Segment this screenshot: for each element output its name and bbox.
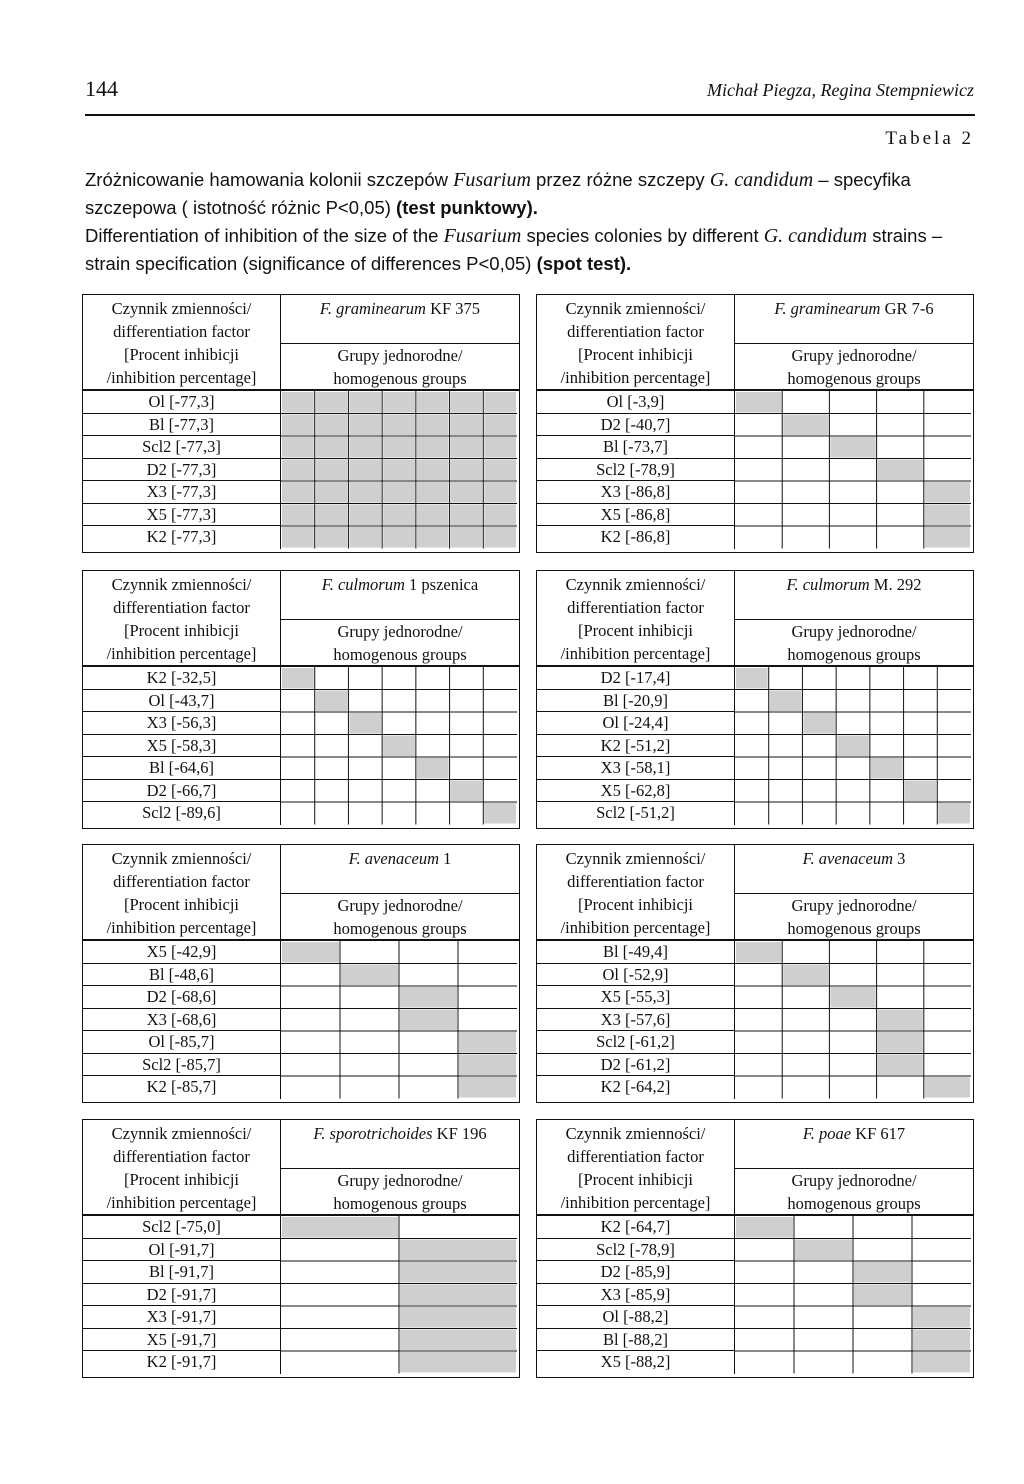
group-cell-shaded — [451, 482, 483, 503]
group-cell-shaded — [783, 415, 828, 436]
group-cell-shaded — [400, 1285, 516, 1306]
group-cell-shaded — [830, 437, 875, 458]
strain-label: KF 617 — [855, 1124, 906, 1143]
groups-label-line: homogenous groups — [333, 919, 467, 938]
factor-header — [83, 295, 281, 391]
factor-row-label: Ol [-85,7] — [83, 1031, 281, 1054]
groups-label-line: homogenous groups — [787, 1194, 921, 1213]
species-label: F. avenaceum — [348, 849, 440, 868]
factor-row-label: Bl [-64,6] — [83, 757, 281, 780]
group-cell-shaded — [316, 527, 348, 548]
factor-header-line: differentiation factor — [567, 322, 704, 341]
panel-sporotrichoides-kf196 — [82, 1119, 520, 1378]
factor-row-label: Bl [-48,6] — [83, 964, 281, 987]
panel-culmorum-1 — [82, 570, 520, 829]
factor-row-label: Scl2 [-78,9] — [537, 459, 735, 482]
groups-grid-svg — [735, 941, 971, 1099]
group-cell-shaded — [459, 1055, 516, 1076]
group-cell-shaded — [451, 415, 483, 436]
group-cell-shaded — [484, 482, 516, 503]
group-cell-shaded — [282, 527, 314, 548]
group-cell-shaded — [316, 415, 348, 436]
factor-row-label: Ol [-3,9] — [537, 391, 735, 414]
factor-header — [537, 845, 735, 941]
header-rule — [85, 114, 975, 116]
group-cell-shaded — [349, 713, 381, 734]
strain-label: M. 292 — [873, 575, 922, 594]
factor-header-line: differentiation factor — [567, 872, 704, 891]
factor-rows — [83, 667, 281, 825]
factor-row-label: Ol [-24,4] — [537, 712, 735, 735]
caption-english: Differentiation of inhibition of the size of the Fusarium species colonies by different G. candidum strains – strain specification (significance of differences P<0,05) (spot test). — [85, 225, 943, 274]
factor-header-line: [Procent inhibicji — [123, 895, 240, 914]
factor-rows — [537, 1216, 735, 1374]
group-cell-shaded — [400, 1262, 516, 1283]
species-label: F. graminearum — [319, 299, 426, 318]
group-cell-shaded — [484, 527, 516, 548]
factor-row-label: Scl2 [-85,7] — [83, 1054, 281, 1077]
factor-row-label: D2 [-17,4] — [537, 667, 735, 690]
factor-row-label: D2 [-68,6] — [83, 986, 281, 1009]
group-cell-shaded — [484, 505, 516, 526]
factor-header-line: /inhibition percentage] — [560, 918, 711, 937]
groups-grid-svg — [281, 667, 517, 825]
factor-header-line: Czynnik zmienności/ — [111, 299, 252, 318]
groups-header — [735, 1120, 973, 1216]
factor-header-line: [Procent inhibicji — [123, 621, 240, 640]
factor-header-line: /inhibition percentage] — [106, 1193, 257, 1212]
factor-header-line: /inhibition percentage] — [106, 368, 257, 387]
factor-header — [537, 1120, 735, 1216]
groups-grid-svg — [281, 391, 517, 549]
groups-label — [735, 620, 973, 666]
groups-grid — [281, 391, 519, 552]
group-cell-shaded — [417, 392, 449, 413]
group-cell-shaded — [417, 505, 449, 526]
group-cell-shaded — [736, 668, 768, 689]
page-number: 144 — [85, 76, 118, 101]
factor-row-label: X3 [-56,3] — [83, 712, 281, 735]
groups-grid-svg — [735, 1216, 971, 1374]
group-cell-shaded — [484, 392, 516, 413]
group-cell-shaded — [282, 668, 314, 689]
group-cell-shaded — [316, 392, 348, 413]
groups-header — [735, 571, 973, 667]
factor-row-label: Ol [-52,9] — [537, 964, 735, 987]
factor-row-label: K2 [-64,7] — [537, 1216, 735, 1239]
factor-header-line: [Procent inhibicji — [577, 895, 694, 914]
factor-header-line: [Procent inhibicji — [577, 345, 694, 364]
group-cell-shaded — [925, 1077, 970, 1098]
strain-label: KF 375 — [430, 299, 481, 318]
group-cell-shaded — [837, 736, 869, 757]
factor-rows — [537, 941, 735, 1099]
group-cell-shaded — [484, 460, 516, 481]
factor-header-line: Czynnik zmienności/ — [565, 575, 706, 594]
group-cell-shaded — [905, 781, 937, 802]
factor-rows — [83, 941, 281, 1099]
groups-label-line: Grupy jednorodne/ — [337, 346, 463, 365]
group-cell-shaded — [383, 527, 415, 548]
groups-label — [281, 1169, 519, 1215]
group-cell-shaded — [417, 482, 449, 503]
groups-header — [735, 845, 973, 941]
factor-header-line: differentiation factor — [113, 598, 250, 617]
group-cell-shaded — [484, 803, 516, 824]
factor-row-label: X5 [-58,3] — [83, 735, 281, 758]
groups-label-line: homogenous groups — [787, 645, 921, 664]
groups-header — [281, 845, 519, 941]
group-cell-shaded — [316, 460, 348, 481]
factor-header-line: /inhibition percentage] — [560, 644, 711, 663]
running-authors: Michał Piegza, Regina Stempniewicz — [707, 80, 974, 100]
strain-label: 1 — [443, 849, 452, 868]
strain-label: KF 196 — [436, 1124, 487, 1143]
group-cell-shaded — [316, 437, 348, 458]
groups-grid-svg — [735, 667, 971, 825]
groups-label — [735, 344, 973, 390]
group-cell-shaded — [484, 415, 516, 436]
factor-row-label: X5 [-91,7] — [83, 1329, 281, 1352]
strain-label: GR 7-6 — [884, 299, 934, 318]
groups-label-line: homogenous groups — [787, 369, 921, 388]
group-cell-shaded — [282, 460, 314, 481]
group-cell-shaded — [854, 1285, 911, 1306]
factor-row-label: D2 [-61,2] — [537, 1054, 735, 1077]
factor-header — [83, 845, 281, 941]
factor-row-label: Scl2 [-89,6] — [83, 802, 281, 825]
factor-row-label: X5 [-88,2] — [537, 1351, 735, 1374]
factor-row-label: K2 [-86,8] — [537, 526, 735, 549]
factor-header-line: /inhibition percentage] — [560, 1193, 711, 1212]
factor-header — [83, 1120, 281, 1216]
group-cell-shaded — [417, 437, 449, 458]
group-cell-shaded — [349, 482, 381, 503]
factor-header-line: /inhibition percentage] — [106, 918, 257, 937]
group-cell-shaded — [451, 781, 483, 802]
group-cell-shaded — [878, 1055, 923, 1076]
groups-grid — [735, 667, 973, 828]
species-label: F. avenaceum — [802, 849, 894, 868]
group-cell-shaded — [349, 415, 381, 436]
groups-grid-svg — [735, 391, 971, 549]
group-cell-shaded — [383, 437, 415, 458]
factor-row-label: D2 [-91,7] — [83, 1284, 281, 1307]
species-label: F. culmorum — [786, 575, 870, 594]
factor-row-label: X3 [-77,3] — [83, 481, 281, 504]
factor-row-label: Bl [-49,4] — [537, 941, 735, 964]
groups-label-line: homogenous groups — [333, 369, 467, 388]
panel-avenaceum-1 — [82, 844, 520, 1103]
species-label: F. graminearum — [774, 299, 881, 318]
groups-header — [281, 571, 519, 667]
group-cell-shaded — [417, 527, 449, 548]
group-cell-shaded — [383, 460, 415, 481]
groups-label — [281, 894, 519, 940]
panel-avenaceum-3 — [536, 844, 974, 1103]
factor-row-label: X5 [-77,3] — [83, 504, 281, 527]
groups-label — [735, 894, 973, 940]
group-cell-shaded — [451, 437, 483, 458]
factor-header-line: /inhibition percentage] — [106, 644, 257, 663]
factor-row-label: X3 [-91,7] — [83, 1306, 281, 1329]
group-cell-shaded — [830, 987, 875, 1008]
species-name — [735, 297, 973, 320]
factor-row-label: Bl [-73,7] — [537, 436, 735, 459]
group-cell-shaded — [349, 460, 381, 481]
factor-row-label: D2 [-40,7] — [537, 414, 735, 437]
groups-label-line: homogenous groups — [333, 645, 467, 664]
caption-polish: Zróżnicowanie hamowania kolonii szczepów Fusarium przez różne szczepy G. candidum – specyfika szczepowa ( istotność różnic P<0,05) (test punktowy). — [85, 169, 911, 218]
factor-row-label: Ol [-43,7] — [83, 690, 281, 713]
group-cell-shaded — [349, 392, 381, 413]
factor-header-line: Czynnik zmienności/ — [111, 849, 252, 868]
species-label: F. culmorum — [321, 575, 405, 594]
factor-header-line: Czynnik zmienności/ — [565, 1124, 706, 1143]
factor-row-label: Scl2 [-75,0] — [83, 1216, 281, 1239]
group-cell-shaded — [451, 505, 483, 526]
groups-grid — [735, 1216, 973, 1377]
groups-label-line: Grupy jednorodne/ — [791, 1171, 917, 1190]
groups-header — [281, 295, 519, 391]
factor-header-line: differentiation factor — [567, 1147, 704, 1166]
factor-row-label: X5 [-42,9] — [83, 941, 281, 964]
group-cell-shaded — [736, 392, 781, 413]
groups-label — [281, 344, 519, 390]
factor-row-label: X3 [-57,6] — [537, 1009, 735, 1032]
factor-row-label: Ol [-91,7] — [83, 1239, 281, 1262]
group-cell-shaded — [913, 1352, 970, 1373]
panel-graminearum-gr76 — [536, 294, 974, 553]
group-cell-shaded — [795, 1240, 852, 1261]
groups-grid — [735, 941, 973, 1102]
factor-header-line: [Procent inhibicji — [123, 345, 240, 364]
group-cell-shaded — [383, 505, 415, 526]
group-cell-shaded — [484, 437, 516, 458]
factor-row-label: Bl [-20,9] — [537, 690, 735, 713]
factor-header-line: [Procent inhibicji — [577, 1170, 694, 1189]
group-cell-shaded — [925, 527, 970, 548]
factor-rows — [537, 667, 735, 825]
factor-header — [537, 295, 735, 391]
running-head — [85, 76, 974, 116]
factor-header-line: [Procent inhibicji — [577, 621, 694, 640]
table-caption — [85, 166, 975, 278]
factor-row-label: D2 [-77,3] — [83, 459, 281, 482]
group-cell-shaded — [383, 482, 415, 503]
group-cell-shaded — [938, 803, 970, 824]
group-cell-shaded — [282, 942, 339, 963]
group-cell-shaded — [400, 1010, 457, 1031]
factor-header-line: Czynnik zmienności/ — [111, 575, 252, 594]
group-cell-shaded — [925, 482, 970, 503]
factor-row-label: K2 [-32,5] — [83, 667, 281, 690]
groups-grid-svg — [281, 1216, 517, 1374]
groups-label-line: Grupy jednorodne/ — [791, 896, 917, 915]
species-name — [735, 573, 973, 596]
groups-header — [735, 295, 973, 391]
group-cell-shaded — [878, 460, 923, 481]
groups-header — [281, 1120, 519, 1216]
group-cell-shaded — [878, 1032, 923, 1053]
group-cell-shaded — [341, 965, 398, 986]
group-cell-shaded — [913, 1307, 970, 1328]
group-cell-shaded — [316, 482, 348, 503]
group-cell-shaded — [783, 965, 828, 986]
group-cell-shaded — [417, 460, 449, 481]
group-cell-shaded — [282, 1217, 398, 1238]
panel-culmorum-m292 — [536, 570, 974, 829]
group-cell-shaded — [400, 1240, 516, 1261]
group-cell-shaded — [400, 1330, 516, 1351]
group-cell-shaded — [451, 527, 483, 548]
species-label: F. poae — [802, 1124, 852, 1143]
factor-row-label: Bl [-88,2] — [537, 1329, 735, 1352]
species-name — [281, 297, 519, 320]
groups-label — [735, 1169, 973, 1215]
factor-row-label: X5 [-55,3] — [537, 986, 735, 1009]
factor-rows — [83, 391, 281, 549]
factor-row-label: Bl [-77,3] — [83, 414, 281, 437]
group-cell-shaded — [803, 713, 835, 734]
group-cell-shaded — [383, 736, 415, 757]
strain-label: 3 — [897, 849, 906, 868]
strain-label: 1 pszenica — [409, 575, 479, 594]
group-cell-shaded — [854, 1262, 911, 1283]
group-cell-shaded — [349, 437, 381, 458]
group-cell-shaded — [383, 392, 415, 413]
groups-grid — [281, 667, 519, 828]
factor-header-line: differentiation factor — [567, 598, 704, 617]
group-cell-shaded — [736, 1217, 793, 1238]
factor-header-line: differentiation factor — [113, 1147, 250, 1166]
factor-row-label: Scl2 [-51,2] — [537, 802, 735, 825]
factor-row-label: X3 [-85,9] — [537, 1284, 735, 1307]
factor-row-label: Ol [-88,2] — [537, 1306, 735, 1329]
factor-row-label: X3 [-58,1] — [537, 757, 735, 780]
factor-row-label: D2 [-66,7] — [83, 780, 281, 803]
group-cell-shaded — [282, 505, 314, 526]
groups-grid — [735, 391, 973, 552]
group-cell-shaded — [282, 392, 314, 413]
factor-row-label: D2 [-85,9] — [537, 1261, 735, 1284]
species-name — [735, 847, 973, 870]
factor-row-label: Scl2 [-77,3] — [83, 436, 281, 459]
factor-header-line: differentiation factor — [113, 872, 250, 891]
group-cell-shaded — [878, 1010, 923, 1031]
species-label: F. sporotrichoides — [313, 1124, 433, 1143]
panel-poae-kf617 — [536, 1119, 974, 1378]
group-cell-shaded — [349, 505, 381, 526]
group-cell-shaded — [349, 527, 381, 548]
groups-grid — [281, 941, 519, 1102]
group-cell-shaded — [282, 482, 314, 503]
factor-row-label: K2 [-77,3] — [83, 526, 281, 549]
groups-label-line: Grupy jednorodne/ — [791, 622, 917, 641]
factor-row-label: K2 [-91,7] — [83, 1351, 281, 1374]
groups-label-line: Grupy jednorodne/ — [791, 346, 917, 365]
group-cell-shaded — [925, 505, 970, 526]
group-cell-shaded — [913, 1330, 970, 1351]
factor-header — [537, 571, 735, 667]
factor-header-line: Czynnik zmienności/ — [565, 849, 706, 868]
group-cell-shaded — [383, 415, 415, 436]
group-cell-shaded — [417, 758, 449, 779]
factor-header-line: differentiation factor — [113, 322, 250, 341]
factor-row-label: K2 [-51,2] — [537, 735, 735, 758]
panel-graminearum-kf375 — [82, 294, 520, 553]
groups-label-line: homogenous groups — [333, 1194, 467, 1213]
groups-label-line: Grupy jednorodne/ — [337, 1171, 463, 1190]
group-cell-shaded — [400, 1352, 516, 1373]
group-cell-shaded — [282, 437, 314, 458]
group-cell-shaded — [451, 460, 483, 481]
group-cell-shaded — [316, 691, 348, 712]
species-name — [281, 1122, 519, 1145]
species-name — [735, 1122, 973, 1145]
factor-header-line: Czynnik zmienności/ — [111, 1124, 252, 1143]
group-cell-shaded — [417, 415, 449, 436]
factor-row-label: K2 [-85,7] — [83, 1076, 281, 1099]
factor-row-label: X3 [-86,8] — [537, 481, 735, 504]
factor-header-line: /inhibition percentage] — [560, 368, 711, 387]
group-cell-shaded — [282, 415, 314, 436]
group-cell-shaded — [400, 1307, 516, 1328]
groups-grid — [281, 1216, 519, 1377]
species-name — [281, 573, 519, 596]
groups-label-line: homogenous groups — [787, 919, 921, 938]
groups-grid-svg — [281, 941, 517, 1099]
factor-header-line: Czynnik zmienności/ — [565, 299, 706, 318]
factor-row-label: K2 [-64,2] — [537, 1076, 735, 1099]
group-cell-shaded — [770, 691, 802, 712]
groups-label-line: Grupy jednorodne/ — [337, 622, 463, 641]
factor-rows — [83, 1216, 281, 1374]
factor-row-label: X5 [-86,8] — [537, 504, 735, 527]
groups-label-line: Grupy jednorodne/ — [337, 896, 463, 915]
group-cell-shaded — [400, 987, 457, 1008]
factor-row-label: Scl2 [-61,2] — [537, 1031, 735, 1054]
group-cell-shaded — [736, 942, 781, 963]
groups-label — [281, 620, 519, 666]
factor-row-label: Bl [-91,7] — [83, 1261, 281, 1284]
group-cell-shaded — [871, 758, 903, 779]
factor-row-label: X5 [-62,8] — [537, 780, 735, 803]
group-cell-shaded — [316, 505, 348, 526]
factor-row-label: Scl2 [-78,9] — [537, 1239, 735, 1262]
factor-row-label: X3 [-68,6] — [83, 1009, 281, 1032]
factor-rows — [537, 391, 735, 549]
factor-header — [83, 571, 281, 667]
factor-header-line: [Procent inhibicji — [123, 1170, 240, 1189]
factor-row-label: Ol [-77,3] — [83, 391, 281, 414]
group-cell-shaded — [451, 392, 483, 413]
species-name — [281, 847, 519, 870]
group-cell-shaded — [459, 1032, 516, 1053]
table-label: Tabela 2 — [885, 128, 974, 149]
group-cell-shaded — [459, 1077, 516, 1098]
